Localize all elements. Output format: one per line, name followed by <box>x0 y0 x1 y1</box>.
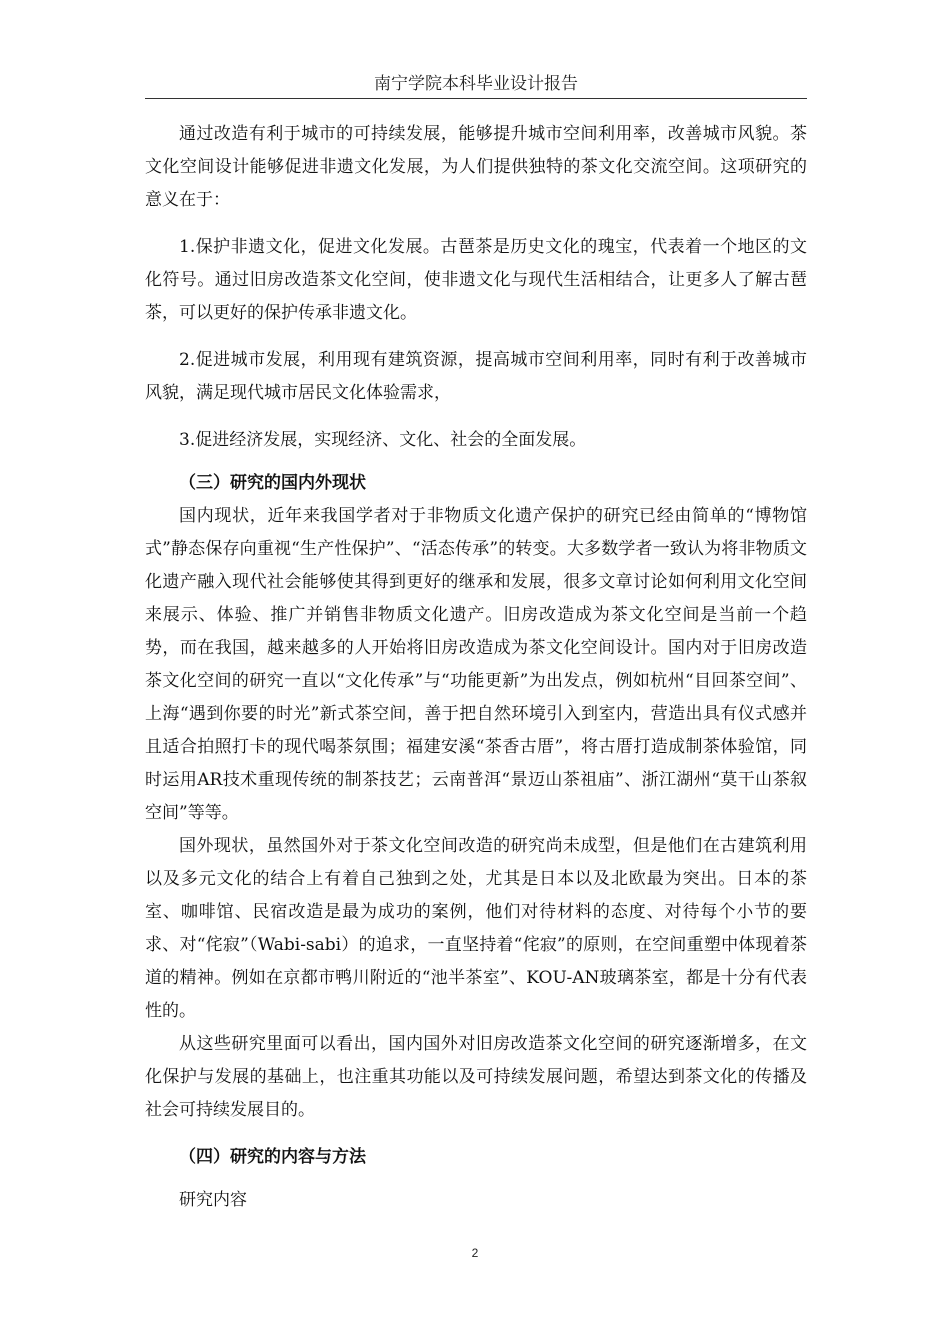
research-content-subheading: 研究内容 <box>179 1190 247 1210</box>
significance-point-1: 1.保护非遗文化，促进文化发展。古琶茶是历史文化的瑰宝，代表着一个地区的文化符号。通过旧房改造茶文化空间，使非遗文化与现代生活相结合，让更多人了解古琶茶，可以更好的保护传承非遗文化。 <box>145 237 807 323</box>
significance-point-3: 3.促进经济发展，实现经济、文化、社会的全面发展。 <box>179 430 587 450</box>
foreign-status-paragraph: 国外现状，虽然国外对于茶文化空间改造的研究尚未成型，但是他们在古建筑利用以及多元文化的结合上有着自己独到之处，尤其是日本以及北欧最为突出。日本的茶室、咖啡馆、民宿改造是最为成功的案例，他们对待材料的态度、对待每个小节的要求、对“侘寂”（Wabi-sabi）的追求，一直坚持着“侘寂”的原则，在空间重塑中体现着茶道的精神。例如在京都市鸭川附近的“池半茶室”、KOU-AN玻璃茶室，都是十分有代表性的。 <box>145 836 807 1021</box>
page-body <box>145 118 807 1217</box>
intro-paragraph: 通过改造有利于城市的可持续发展，能够提升城市空间利用率，改善城市风貌。茶文化空间设计能够促进非遗文化发展，为人们提供独特的茶文化交流空间。这项研究的意义在于： <box>145 124 807 210</box>
section-4-heading: （四）研究的内容与方法 <box>179 1147 366 1167</box>
domestic-status-paragraph: 国内现状，近年来我国学者对于非物质文化遗产保护的研究已经由简单的“博物馆式”静态保存向重视“生产性保护”、“活态传承”的转变。大多数学者一致认为将非物质文化遗产融入现代社会能够使其得到更好的继承和发展，很多文章讨论如何利用文化空间来展示、体验、推广并销售非物质文化遗产。旧房改造成为茶文化空间是当前一个趋势，而在我国，越来越多的人开始将旧房改造成为茶文化空间设计。国内对于旧房改造茶文化空间的研究一直以“文化传承”与“功能更新”为出发点，例如杭州“目回茶空间”、上海“遇到你要的时光”新式茶空间，善于把自然环境引入到室内，营造出具有仪式感并且适合拍照打卡的现代喝茶氛围；福建安溪“茶香古厝”，将古厝打造成制茶体验馆，同时运用AR技术重现传统的制茶技艺；云南普洱“景迈山茶祖庙”、浙江湖州“莫干山茶叙空间”等等。 <box>145 506 807 823</box>
significance-point-2: 2.促进城市发展，利用现有建筑资源，提高城市空间利用率，同时有利于改善城市风貌，满足现代城市居民文化体验需求， <box>145 350 807 403</box>
page-number: 2 <box>471 1246 479 1260</box>
page-header: 南宁学院本科毕业设计报告 <box>145 70 807 99</box>
section-3-heading: （三）研究的国内外现状 <box>179 473 366 493</box>
summary-paragraph: 从这些研究里面可以看出，国内国外对旧房改造茶文化空间的研究逐渐增多，在文化保护与发展的基础上，也注重其功能以及可持续发展问题，希望达到茶文化的传播及社会可持续发展目的。 <box>145 1034 807 1120</box>
